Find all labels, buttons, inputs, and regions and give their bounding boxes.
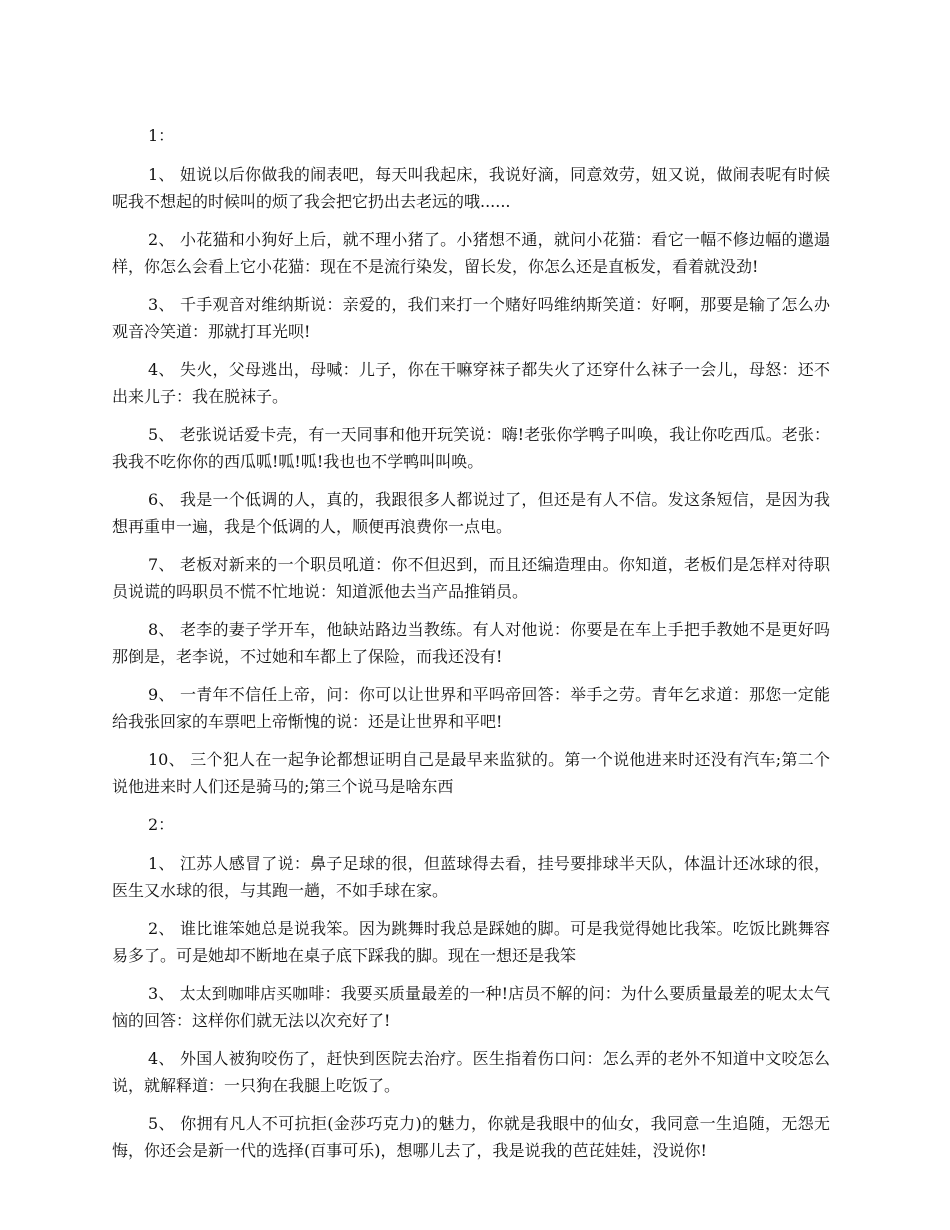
joke-paragraph: 10、 三个犯人在一起争论都想证明自己是最早来监狱的。第一个说他进来时还没有汽车;第二个说他进来时人们还是骑马的;第三个说马是啥东西 (112, 750, 830, 796)
joke-paragraph: 2、 谁比谁笨她总是说我笨。因为跳舞时我总是踩她的脚。可是我觉得她比我笨。吃饭比跳舞容易多了。可是她却不断地在桌子底下踩我的脚。现在一想还是我笨 (112, 919, 830, 965)
joke-paragraph: 8、 老李的妻子学开车，他缺站路边当教练。有人对他说：你要是在车上手把手教她不是更好吗那倒是，老李说，不过她和车都上了保险，而我还没有! (112, 620, 830, 666)
joke-paragraph: 4、 外国人被狗咬伤了，赶快到医院去治疗。医生指着伤口问：怎么弄的老外不知道中文咬怎么说，就解释道：一只狗在我腿上吃饭了。 (112, 1049, 830, 1095)
joke-paragraph: 5、 你拥有凡人不可抗拒(金莎巧克力)的魅力，你就是我眼中的仙女，我同意一生追随，无怨无悔，你还会是新一代的选择(百事可乐)，想哪儿去了，我是说我的芭芘娃娃，没说你! (112, 1114, 830, 1160)
joke-paragraph: 3、 太太到咖啡店买咖啡：我要买质量最差的一种!店员不解的问：为什么要质量最差的呢太太气恼的回答：这样你们就无法以次充好了! (112, 984, 830, 1030)
joke-paragraph: 4、 失火，父母逃出，母喊：儿子，你在干嘛穿袜子都失火了还穿什么袜子一会儿，母怒：还不出来儿子：我在脱袜子。 (112, 360, 830, 406)
joke-paragraph: 1、 妞说以后你做我的闹表吧，每天叫我起床，我说好滴，同意效劳，妞又说，做闹表呢有时候呢我不想起的时候叫的烦了我会把它扔出去老远的哦...... (112, 165, 830, 211)
joke-paragraph: 9、 一青年不信任上帝，问：你可以让世界和平吗帝回答：举手之劳。青年乞求道：那您一定能给我张回家的车票吧上帝惭愧的说：还是让世界和平吧! (112, 685, 830, 731)
document-body (112, 122, 830, 1175)
section-2 (112, 811, 830, 1164)
section-1 (112, 122, 830, 800)
joke-paragraph: 2、 小花猫和小狗好上后，就不理小猪了。小猪想不通，就问小花猫：看它一幅不修边幅的邋遢样，你怎么会看上它小花猫：现在不是流行染发，留长发，你怎么还是直板发，看着就没劲! (112, 230, 830, 276)
section-heading: 2： (148, 815, 175, 834)
joke-paragraph: 5、 老张说话爱卡壳，有一天同事和他开玩笑说：嗨!老张你学鸭子叫唤，我让你吃西瓜。老张：我我不吃你你的西瓜呱!呱!呱!我也也不学鸭叫叫唤。 (112, 425, 830, 471)
joke-paragraph: 1、 江苏人感冒了说：鼻子足球的很，但蓝球得去看，挂号要排球半天队，体温计还冰球的很，医生又水球的很，与其跑一趟，不如手球在家。 (112, 854, 830, 900)
section-heading: 1： (148, 126, 175, 145)
joke-paragraph: 7、 老板对新来的一个职员吼道：你不但迟到，而且还编造理由。你知道，老板们是怎样对待职员说谎的吗职员不慌不忙地说：知道派他去当产品推销员。 (112, 555, 830, 601)
joke-paragraph: 6、 我是一个低调的人，真的，我跟很多人都说过了，但还是有人不信。发这条短信，是因为我想再重申一遍，我是个低调的人，顺便再浪费你一点电。 (112, 490, 830, 536)
joke-paragraph: 3、 千手观音对维纳斯说：亲爱的，我们来打一个赌好吗维纳斯笑道：好啊，那要是输了怎么办观音冷笑道：那就打耳光呗! (112, 295, 830, 341)
